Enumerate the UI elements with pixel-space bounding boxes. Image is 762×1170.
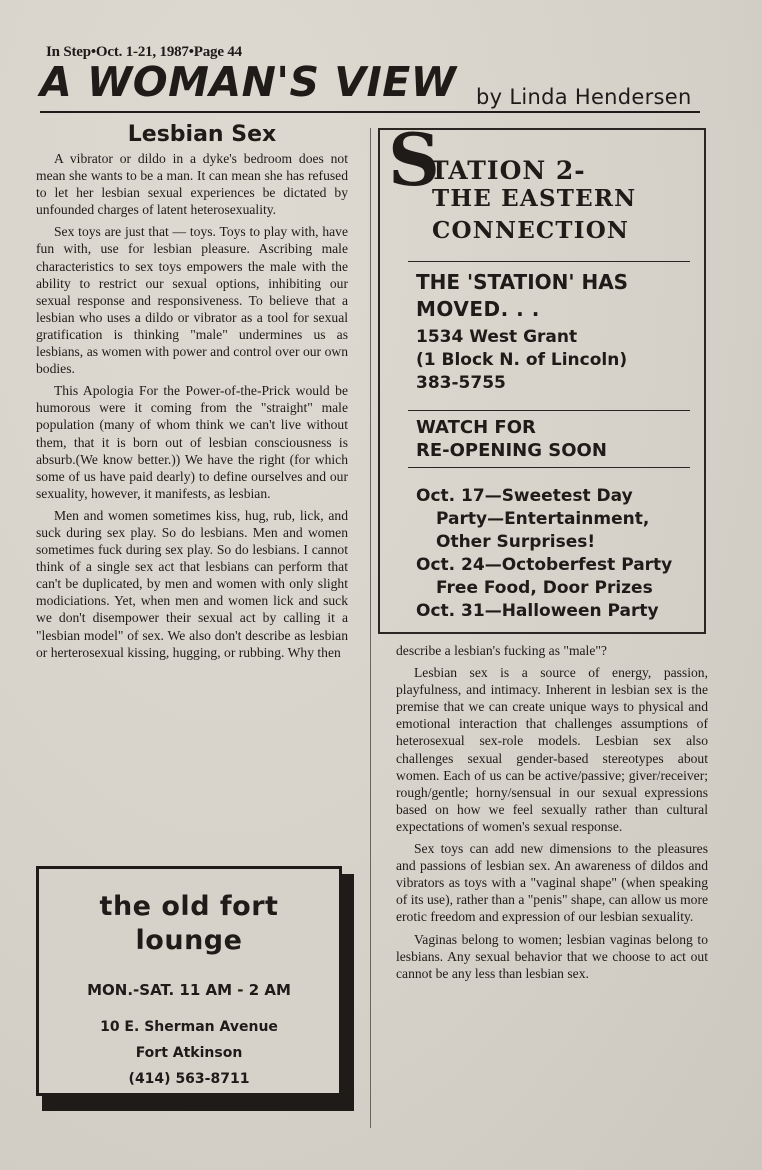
ad-title-line: CONNECTION bbox=[432, 217, 630, 244]
ad-event-line: Party—Entertainment, bbox=[436, 509, 650, 529]
article-body-right bbox=[396, 642, 708, 982]
ad-box bbox=[36, 866, 342, 1096]
ad-rule bbox=[408, 467, 690, 468]
ad-title-line: TATION 2- bbox=[430, 156, 586, 185]
ad-event-line: Other Surprises! bbox=[436, 532, 596, 552]
article-headline: Lesbian Sex bbox=[127, 122, 277, 147]
ad-event-line: Oct. 17—Sweetest Day bbox=[416, 486, 633, 506]
article-right-column bbox=[396, 642, 708, 987]
ad-address: 10 E. Sherman Avenue bbox=[100, 1019, 278, 1035]
byline: by Linda Hendersen bbox=[476, 85, 692, 109]
ad-rule bbox=[408, 410, 690, 411]
article-left-column bbox=[36, 120, 348, 666]
station-2-advertisement bbox=[378, 117, 706, 634]
ad-phone: 383-5755 bbox=[416, 373, 506, 393]
paragraph: A vibrator or dildo in a dyke's bedroom does not mean she wants to be a man. It can mean she has refused to let her lesbian sexual experiences be dictated by unfounded charges of latent heterosexuality. bbox=[36, 151, 348, 218]
ad-address-note: (1 Block N. of Lincoln) bbox=[416, 350, 628, 370]
ad-venue-name: the old fort bbox=[99, 891, 279, 922]
ad-phone: (414) 563-8711 bbox=[128, 1071, 250, 1087]
column-title: A WOMAN'S VIEW bbox=[40, 58, 457, 106]
ad-moved-notice: MOVED. . . bbox=[416, 297, 540, 321]
ad-event-line: Oct. 24—Octoberfest Party bbox=[416, 555, 673, 575]
ad-address: 1534 West Grant bbox=[416, 327, 578, 347]
old-fort-lounge-advertisement bbox=[36, 866, 354, 1111]
paragraph: Sex toys can add new dimensions to the pleasures and passions of lesbian sex. An awareness of dildos and vibrators as toys with a "vaginal shape" (when speaking of its use), rather than a "penis" shape, can allow us more erotic freedom and expression of our lesbian sexuality. bbox=[396, 841, 708, 925]
ad-city: Fort Atkinson bbox=[135, 1045, 243, 1061]
ad-watch-notice: WATCH FOR bbox=[416, 417, 536, 438]
ad-event-line: Oct. 31—Halloween Party bbox=[416, 601, 659, 621]
ad-title-line: THE EASTERN bbox=[432, 185, 637, 212]
paragraph: Sex toys are just that — toys. Toys to play with, have fun with, use for lesbian pleasure. Ascribing male characteristics to sex toys empowers the male with the ability to restrict our sexual options, inhibiting our sexual response and responsiveness. To believe that a lesbian who uses a dildo or vibrator as a tool for sexual gratification is thinking "male" undermines us as lesbians, as women with power and control over our own bodies. bbox=[36, 224, 348, 377]
ad-drop-cap: S bbox=[388, 117, 440, 202]
article-body-left bbox=[36, 150, 348, 661]
paragraph: Lesbian sex is a source of energy, passion, playfulness, and intimacy. Inherent in lesbian sex is the premise that we can create unique ways to physical and emotional interaction that challenges assumptions of heterosexual sex-role models. Lesbian sex also challenges sexual gender-based stereotypes about women. Each of us can be active/passive; giver/receiver; rough/gentle; horny/sensual in our sexual expressions based on how we feel sexually rather than cultural expectations of women's sexual response. bbox=[396, 665, 708, 834]
paragraph: This Apologia For the Power-of-the-Prick would be humorous were it coming from the "straight" male population (many of whom think we can't live without them, that it is born out of lesbian consciousness is absurb.(We know better.)) We have the right (for which some of us have paid dearly) to define ourselves and our sexuality, however, it manifests, as lesbian. bbox=[36, 383, 348, 501]
ad-venue-name: lounge bbox=[135, 925, 243, 956]
ad-rule bbox=[408, 261, 690, 262]
ad-event-line: Free Food, Door Prizes bbox=[436, 578, 653, 598]
column-divider bbox=[370, 128, 371, 1128]
paragraph: describe a lesbian's fucking as "male"? bbox=[396, 643, 607, 658]
paragraph: Men and women sometimes kiss, hug, rub, lick, and suck during sex play. So do lesbians. Men and women sometimes fuck during sex play. So do lesbians. I cannot think of a single sex act that lesbians can perform that can't be duplicated, by men and women with only slight modiciations. Yet, when men and women lick and suck we don't disempower their sexual act by calling it a "lesbian model" of sex. We also don't describe as lesbian or herterosexual kissing, hugging, or rubbing. Why then bbox=[36, 507, 348, 660]
ad-watch-notice: RE-OPENING SOON bbox=[416, 440, 607, 461]
header-rule bbox=[40, 111, 700, 113]
paragraph: Vaginas belong to women; lesbian vaginas belong to lesbians. Any sexual behavior that we choose to act out cannot be any less than lesbian sex. bbox=[396, 931, 708, 981]
masthead: In Step•Oct. 1-21, 1987•Page 44 bbox=[46, 44, 242, 60]
ad-moved-notice: THE 'STATION' HAS bbox=[416, 270, 629, 294]
ad-hours: MON.-SAT. 11 AM - 2 AM bbox=[87, 981, 291, 999]
